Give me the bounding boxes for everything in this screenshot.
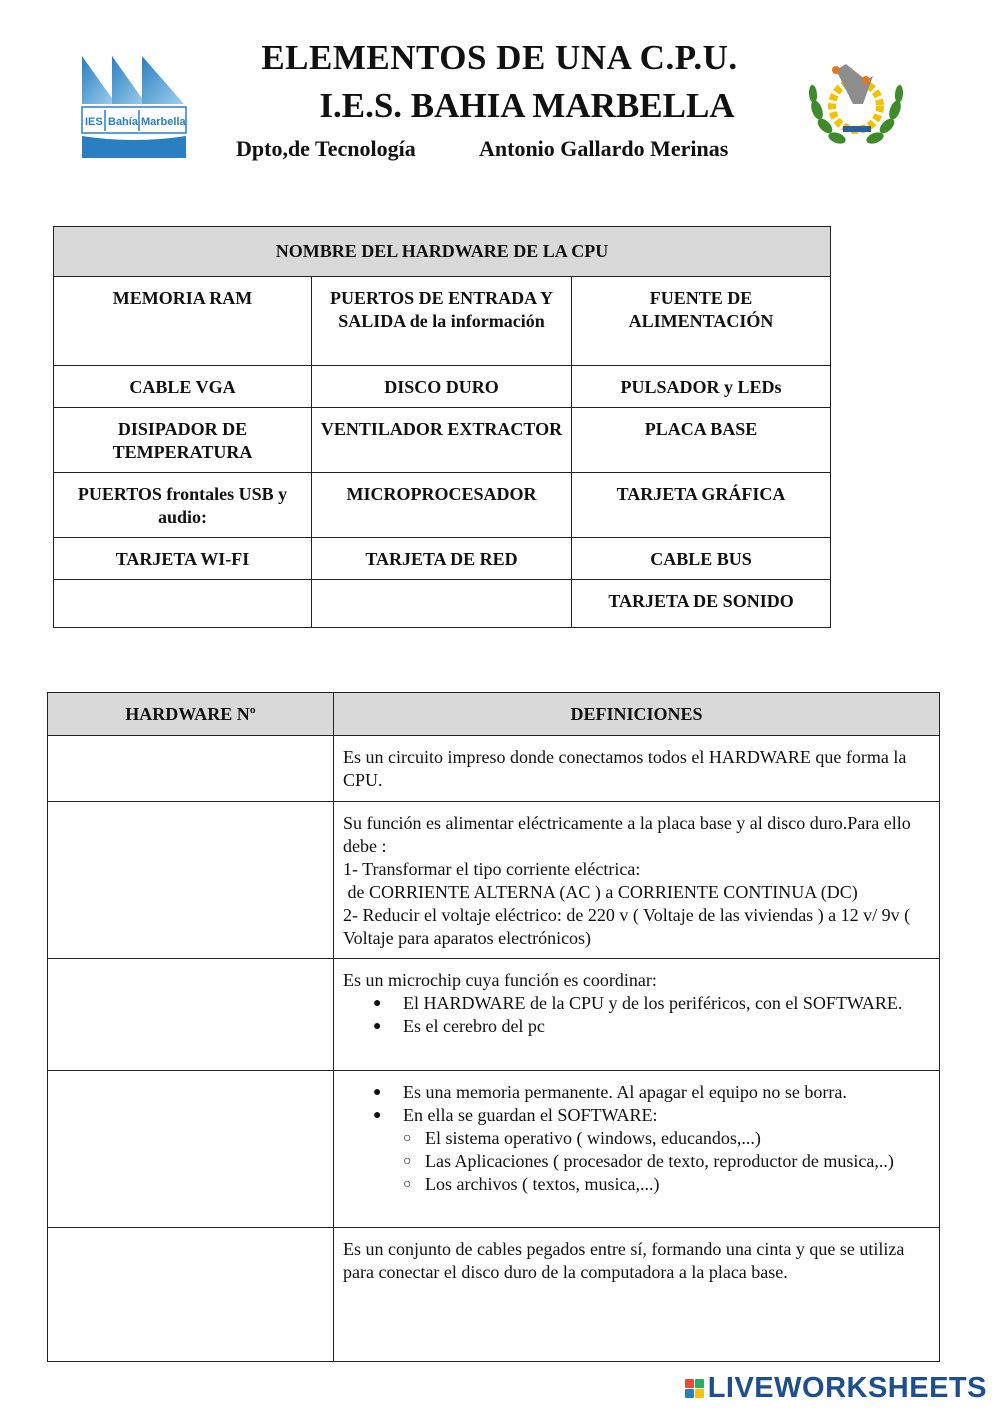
definition-3-intro: Es un microchip cuya función es coordinar: [343, 970, 657, 990]
hardware-name-cell: VENTILADOR EXTRACTOR [312, 408, 572, 473]
hardware-names-table [53, 226, 831, 628]
hardware-name-cell: FUENTE DE ALIMENTACIÓN [572, 277, 831, 366]
hardware-name-cell: CABLE VGA [54, 366, 312, 408]
definitions-header: DEFINICIONES [334, 693, 940, 736]
hardware-name-cell: TARJETA WI-FI [54, 538, 312, 580]
definition-2-line: Su función es alimentar eléctricamente a la placa base y al disco duro.Para ello debe : [343, 813, 911, 856]
hardware-name-cell: PULSADOR y LEDs [572, 366, 831, 408]
technology-department-emblem [803, 60, 909, 156]
hardware-name-cell: PUERTOS DE ENTRADA Y SALIDA de la información [312, 277, 572, 366]
hardware-number-header: HARDWARE Nº [48, 693, 334, 736]
hardware-name-cell: PUERTOS frontales USB y audio: [54, 473, 312, 538]
hardware-name-cell: DISIPADOR DE TEMPERATURA [54, 408, 312, 473]
hardware-name-cell: TARJETA DE RED [312, 538, 572, 580]
bullet-text: En ella se guardan el SOFTWARE: [403, 1105, 658, 1125]
definition-1: Es un circuito impreso donde conectamos todos el HARDWARE que forma la CPU. [334, 736, 940, 802]
svg-text:IES: IES [85, 116, 103, 128]
hardware-name-cell: DISCO DURO [312, 366, 572, 408]
bullet-item: ● Es el cerebro del pc [403, 1015, 931, 1038]
page-title: ELEMENTOS DE UNA C.P.U. [261, 38, 738, 77]
definition-2-line: 1- Transformar el tipo corriente eléctrica: [343, 859, 641, 879]
bullet-item: ● Es una memoria permanente. Al apagar el equipo no se borra. [403, 1081, 931, 1104]
sub-bullet-item: ○ Las Aplicaciones ( procesador de texto, reproductor de musica,..) [425, 1150, 931, 1173]
definition-2-line: de CORRIENTE ALTERNA (AC ) a CORRIENTE CONTINUA (DC) [343, 882, 858, 902]
author: Antonio Gallardo Merinas [479, 136, 729, 161]
sub-bullet-item: ○ Los archivos ( textos, musica,...) [425, 1173, 931, 1196]
hardware-name-cell: MEMORIA RAM [54, 277, 312, 366]
bullet-item: ● El HARDWARE de la CPU y de los periféricos, con el SOFTWARE. [403, 992, 931, 1015]
hardware-name-cell: CABLE BUS [572, 538, 831, 580]
svg-text:Marbella: Marbella [141, 116, 186, 128]
hardware-number-answer-1[interactable] [48, 736, 334, 802]
hardware-name-cell [54, 580, 312, 628]
hardware-number-answer-4[interactable] [48, 1071, 334, 1228]
svg-text:Bahía: Bahía [108, 116, 138, 128]
definition-3 [334, 959, 940, 1071]
definitions-table [47, 692, 940, 1362]
school-name: I.E.S. BAHIA MARBELLA [319, 86, 735, 125]
hardware-name-cell: MICROPROCESADOR [312, 473, 572, 538]
hardware-name-cell: TARJETA DE SONIDO [572, 580, 831, 628]
hardware-number-answer-2[interactable] [48, 802, 334, 959]
department: Dpto,de Tecnología [236, 136, 416, 161]
definition-5: Es un conjunto de cables pegados entre sí, formando una cinta y que se utiliza para conectar el disco duro de la computadora a la placa base. [334, 1228, 940, 1362]
liveworksheets-brand [685, 1372, 987, 1405]
definition-2 [334, 802, 940, 959]
hardware-name-cell: TARJETA GRÁFICA [572, 473, 831, 538]
ies-bahia-marbella-logo [80, 52, 188, 160]
liveworksheets-brand-text: LIVEWORKSHEETS [707, 1372, 987, 1404]
sub-bullet-item: ○ El sistema operativo ( windows, educandos,...) [425, 1127, 931, 1150]
hardware-table-header: NOMBRE DEL HARDWARE DE LA CPU [54, 227, 831, 277]
hardware-number-answer-3[interactable] [48, 959, 334, 1071]
liveworksheets-logo-icon [685, 1379, 704, 1398]
hardware-name-cell: PLACA BASE [572, 408, 831, 473]
definition-4 [334, 1071, 940, 1228]
hardware-number-answer-5[interactable] [48, 1228, 334, 1362]
hardware-name-cell [312, 580, 572, 628]
bullet-item [403, 1104, 931, 1196]
definition-2-line: 2- Reducir el voltaje eléctrico: de 220 v ( Voltaje de las viviendas ) a 12 v/ 9v ( Voltaje para aparatos electrónicos) [343, 905, 911, 948]
